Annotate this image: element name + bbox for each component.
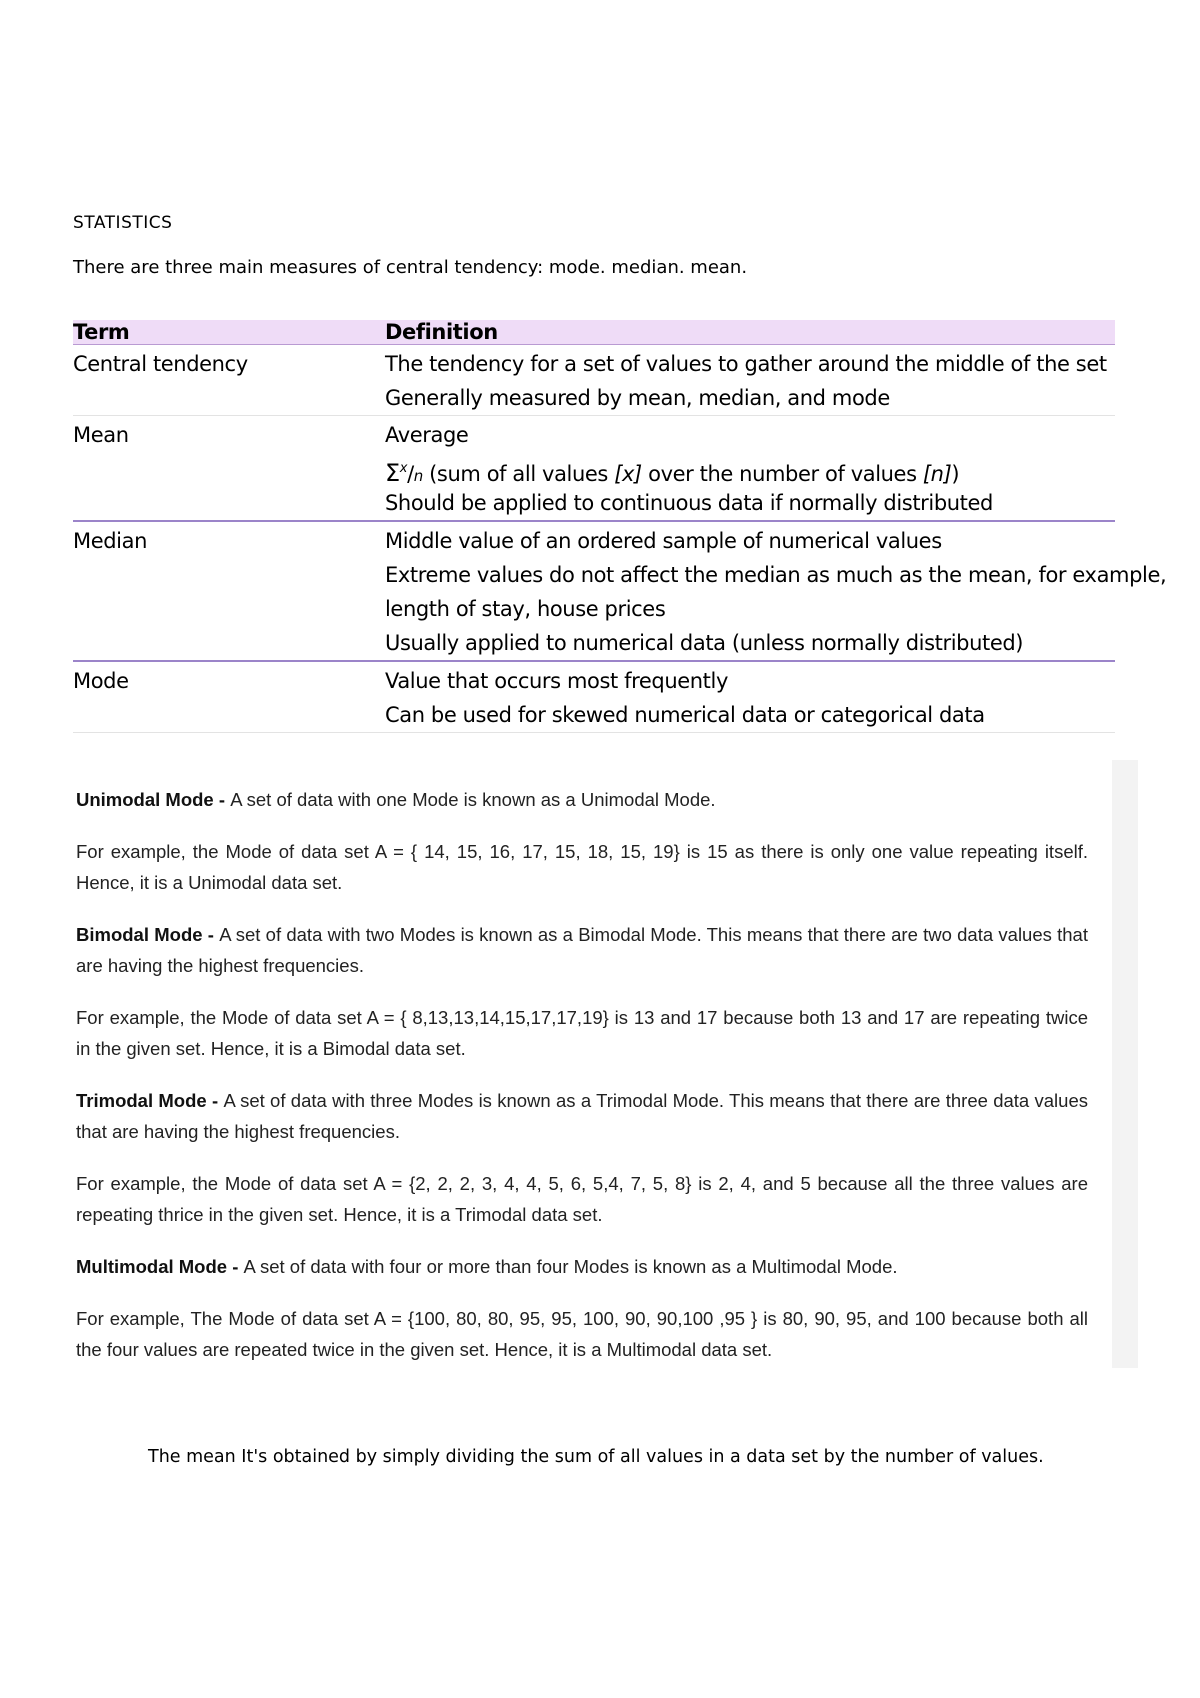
term-cell: Mode	[73, 669, 129, 693]
trimodal-definition	[76, 1085, 1088, 1147]
formula-n-bracket: [n]	[922, 462, 952, 486]
table-row-mode	[73, 662, 1115, 733]
dash: -	[213, 789, 231, 810]
definition-cell	[385, 524, 1166, 660]
page-title: STATISTICS	[73, 213, 173, 233]
multimodal-text: A set of data with four or more than four Modes is known as a Multimodal Mode.	[243, 1256, 898, 1277]
term-cell: Central tendency	[73, 352, 248, 376]
bimodal-example: For example, the Mode of data set A = { 8,13,13,14,15,17,17,19} is 13 and 17 because both 13 and 17 are repeating twice in the given set. Hence, it is a Bimodal data set.	[76, 1007, 1088, 1059]
trimodal-title: Trimodal Mode	[76, 1090, 207, 1111]
unimodal-definition	[76, 784, 1088, 815]
multimodal-example: For example, The Mode of data set A = {100, 80, 80, 95, 95, 100, 90, 90,100 ,95 } is 80, 90, 95, and 100 because both all the four values are repeated twice in the given set. Hence, it is a Multimodal data set.	[76, 1308, 1088, 1360]
formula-text: over the number of values	[641, 462, 923, 486]
definition-line: The tendency for a set of values to gather around the middle of the set	[385, 352, 1107, 376]
term-cell: Median	[73, 529, 147, 553]
bimodal-definition	[76, 919, 1088, 981]
table-header	[73, 320, 1115, 345]
definition-line: Average	[385, 423, 469, 447]
table-row-median	[73, 522, 1167, 662]
dash: -	[227, 1256, 244, 1277]
unimodal-text: A set of data with one Mode is known as a Unimodal Mode.	[230, 789, 716, 810]
formula-text: )	[951, 462, 960, 486]
formula-slash: /	[407, 462, 414, 486]
definition-line: length of stay, house prices	[385, 597, 666, 621]
table-row-central-tendency	[73, 345, 1115, 416]
dash: -	[202, 924, 220, 945]
mean-note: The mean It's obtained by simply dividing the sum of all values in a data set by the number of values.	[148, 1447, 1044, 1467]
definition-line: Generally measured by mean, median, and mode	[385, 386, 890, 410]
multimodal-title: Multimodal Mode	[76, 1256, 228, 1277]
trimodal-text: A set of data with three Modes is known as a Trimodal Mode. This means that there are three data values that are having the highest frequencies.	[76, 1090, 1088, 1142]
unimodal-title: Unimodal Mode	[76, 789, 214, 810]
panel-scrollbar[interactable]	[1112, 760, 1138, 1368]
definition-line: Usually applied to numerical data (unless normally distributed)	[385, 631, 1024, 655]
definition-line: Should be applied to continuous data if normally distributed	[385, 491, 993, 515]
formula-n: n	[413, 467, 423, 485]
dash: -	[206, 1090, 224, 1111]
term-cell: Mean	[73, 423, 129, 447]
bimodal-text: A set of data with two Modes is known as a Bimodal Mode. This means that there are two data values that are having the highest frequencies.	[76, 924, 1088, 976]
formula-x-bracket: [x]	[614, 462, 642, 486]
bimodal-title: Bimodal Mode	[76, 924, 203, 945]
header-term: Term	[73, 320, 130, 344]
sigma-symbol: Σ	[385, 459, 400, 487]
definition-line: Can be used for skewed numerical data or categorical data	[385, 703, 985, 727]
mean-formula-line	[385, 452, 1115, 486]
central-tendency-table	[73, 320, 1167, 733]
definition-line: Value that occurs most frequently	[385, 669, 728, 693]
formula-x: x	[399, 461, 408, 476]
header-definition: Definition	[385, 320, 498, 344]
unimodal-example: For example, the Mode of data set A = { 14, 15, 16, 17, 15, 18, 15, 19} is 15 as there is only one value repeating itself. Hence, it is a Unimodal data set.	[76, 841, 1088, 893]
definition-cell	[385, 418, 1115, 520]
definition-cell	[385, 664, 1115, 732]
table-row-mean	[73, 416, 1115, 522]
intro-text: There are three main measures of central tendency: mode. median. mean.	[73, 257, 748, 278]
trimodal-example: For example, the Mode of data set A = {2, 2, 2, 3, 4, 4, 5, 6, 5,4, 7, 5, 8} is 2, 4, and 5 because all the three values are repeating thrice in the given set. Hence, it is a Trimodal data set.	[76, 1173, 1088, 1225]
definition-line: Middle value of an ordered sample of numerical values	[385, 529, 942, 553]
multimodal-definition	[76, 1251, 1088, 1282]
mode-types-text	[76, 784, 1088, 1386]
formula-text: (sum of all values	[422, 462, 615, 486]
mode-types-panel	[0, 760, 1138, 1368]
definition-line: Extreme values do not affect the median as much as the mean, for example,	[385, 563, 1167, 587]
definition-cell	[385, 347, 1115, 415]
